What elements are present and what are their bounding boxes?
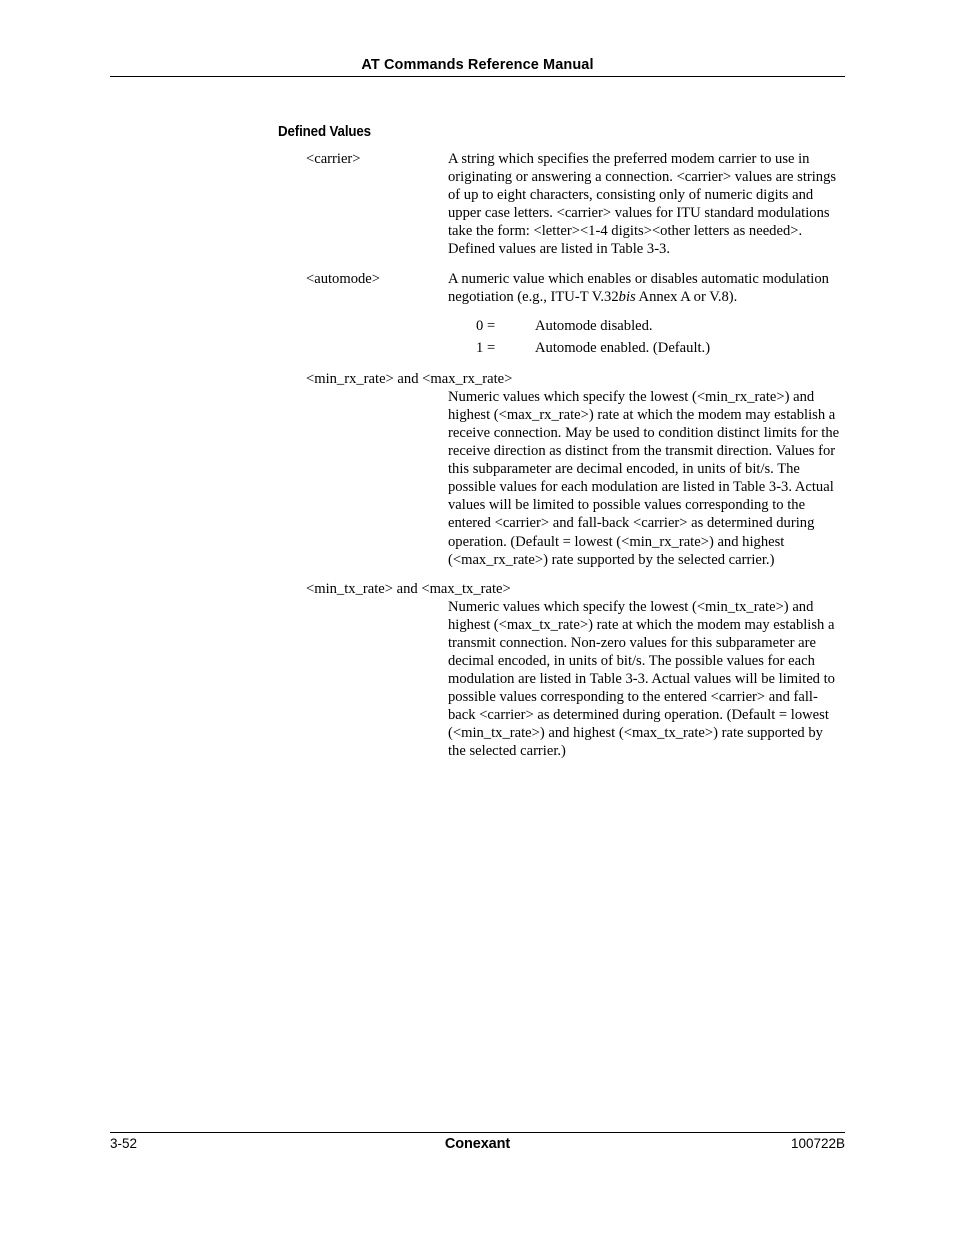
value-text: Automode disabled. <box>535 317 653 334</box>
page-header <box>110 56 845 77</box>
definition-list <box>0 150 954 772</box>
header-title: AT Commands Reference Manual <box>361 57 594 73</box>
definition-entry-carrier <box>0 150 954 259</box>
section-heading-defined-values: Defined Values <box>278 124 371 140</box>
definition-term: <automode> <box>306 270 381 287</box>
value-key: 0 = <box>476 317 496 334</box>
definition-term: <min_tx_rate> and <max_tx_rate> <box>306 580 511 597</box>
definition-description <box>448 270 842 306</box>
footer-rule <box>110 1132 845 1133</box>
page-footer <box>110 1132 845 1158</box>
definition-description-text <box>448 270 842 306</box>
definition-entry-rx-rate <box>0 370 954 569</box>
definition-description-text: Numeric values which specify the lowest (<min_tx_rate>) and highest (<max_tx_rate>) rate at which the modem may establish a transmit connection. Non-zero values for this subparameter are decimal encoded, in units of bit/s. The possible values for each modulation are listed in Table 3-3. Actual values will be limited to possible values corresponding to the entered <carrier> and fall-back <carrier> as determined during operation. (Default = lowest (<min_tx_rate>) and highest (<max_tx_rate>) rate supported by the selected carrier.) <box>448 598 835 760</box>
definition-term: <carrier> <box>306 151 361 167</box>
definition-description-text: A string which specifies the preferred modem carrier to use in originating or answering a connection. <carrier> values are strings of up to eight characters, consisting only of numeric digits and upper case letters. <carrier> values for ITU standard modulations take the form: <letter><1-4 digits><other letters as needed>. Defined values are listed in Table 3-3. <box>448 151 837 258</box>
definition-description-italic: bis <box>618 288 636 305</box>
definition-entry-tx-rate <box>0 580 954 761</box>
definition-description-post: Annex A or V.8). <box>635 288 738 305</box>
definition-description-pre: A numeric value which enables or disables automatic modulation negotiation (e.g., ITU-T V.32 <box>448 270 829 305</box>
value-key: 1 = <box>476 339 496 356</box>
definition-term: <min_rx_rate> and <max_rx_rate> <box>306 370 513 387</box>
footer-company-name: Conexant <box>444 1136 511 1152</box>
automode-value-list <box>476 315 954 359</box>
definition-entry-automode <box>0 270 954 359</box>
footer-document-number: 100722B <box>790 1136 845 1151</box>
definition-description <box>448 388 842 569</box>
footer-row <box>110 1136 845 1158</box>
footer-page-number: 3-52 <box>110 1136 138 1151</box>
definition-description <box>448 598 842 761</box>
value-row <box>476 315 954 337</box>
header-rule <box>110 76 845 77</box>
value-row <box>476 337 954 359</box>
definition-description <box>448 150 842 259</box>
definition-description-text: Numeric values which specify the lowest (<min_rx_rate>) and highest (<max_rx_rate>) rate at which the modem may establish a receive connection. May be used to condition distinct limits for the receive direction as distinct from the transmit direction. Values for this subparameter are decimal encoded, in units of bit/s. The possible values for each modulation are listed in Table 3-3. Actual values will be limited to possible values corresponding to the entered <carrier> and fall-back <carrier> as determined during operation. (Default = lowest (<min_rx_rate>) and highest (<max_rx_rate>) rate supported by the selected carrier.) <box>448 388 840 568</box>
value-text: Automode enabled. (Default.) <box>535 339 711 356</box>
